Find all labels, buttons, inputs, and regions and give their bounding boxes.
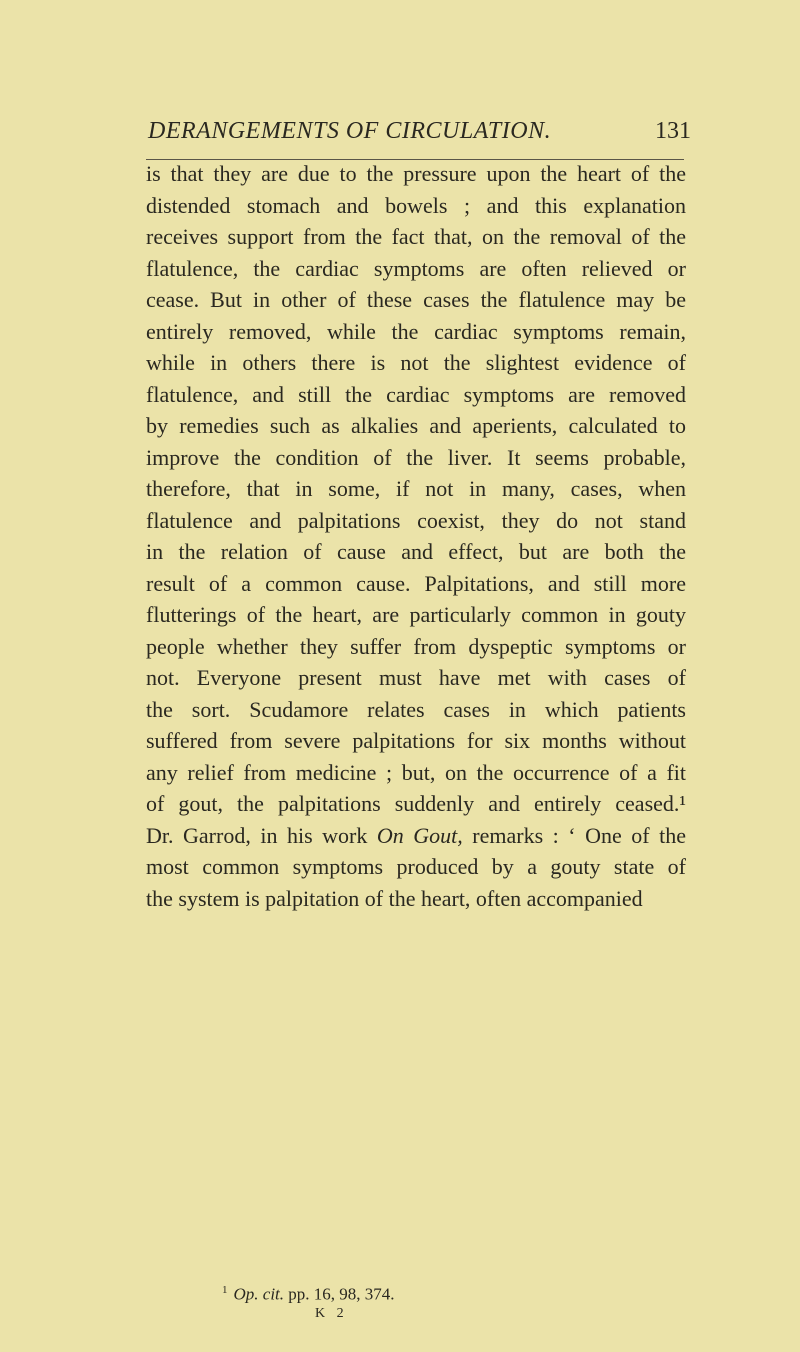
text-line: receives support from the fact that, on the removal of the xyxy=(146,224,686,249)
text-line: by remedies such as alkalies and aperients, calculated to xyxy=(146,413,686,438)
text-line: flatulence, the cardiac symptoms are often relieved or xyxy=(146,255,686,281)
page-number: 131 xyxy=(655,118,691,144)
footnote xyxy=(222,1284,395,1305)
text-line: flatulence, and still the cardiac symptoms are removed xyxy=(146,381,686,407)
text-line: distended stomach and bowels ; and this explanation xyxy=(146,192,686,218)
text-line: flutterings of the heart, are particularly common in gouty xyxy=(146,602,686,627)
text-line: any relief from medicine ; but, on the occurrence of a fit xyxy=(146,759,686,785)
text-line: the sort. Scudamore relates cases in which patients xyxy=(146,696,686,722)
text-segment: Dr. Garrod, in his work xyxy=(146,822,377,848)
text-line: improve the condition of the liver. It seems probable, xyxy=(146,444,686,470)
text-line: result of a common cause. Palpitations, and still more xyxy=(146,570,686,596)
text-line: the system is palpitation of the heart, often accompanied xyxy=(146,885,643,911)
text-line: not. Everyone present must have met with cases of xyxy=(146,665,686,690)
body-text xyxy=(146,158,686,914)
footnote-mark: 1 xyxy=(222,1284,228,1296)
text-line: cease. But in other of these cases the flatulence may be xyxy=(146,287,686,312)
text-line: while in others there is not the slightest evidence of xyxy=(146,350,686,375)
text-line: is that they are due to the pressure upon the heart of the xyxy=(146,161,686,186)
text-line: in the relation of cause and effect, but are both the xyxy=(146,539,686,564)
text-line: people whether they suffer from dyspeptic symptoms or xyxy=(146,633,686,659)
text-line xyxy=(146,820,686,852)
text-line: flatulence and palpitations coexist, they do not stand xyxy=(146,507,686,533)
text-segment: remarks : ‘ One of the xyxy=(462,822,687,848)
text-line: entirely removed, while the cardiac symptoms remain, xyxy=(146,318,686,344)
running-header xyxy=(0,118,800,148)
text-line: therefore, that in some, if not in many, cases, when xyxy=(146,476,686,501)
work-title: On Gout, xyxy=(376,822,463,848)
text-line: suffered from severe palpitations for six months without xyxy=(146,728,686,753)
signature-mark: K 2 xyxy=(315,1306,348,1321)
footnote-citation: Op. cit. xyxy=(233,1284,285,1304)
running-title: DERANGEMENTS OF CIRCULATION. xyxy=(148,118,552,144)
text-line: of gout, the palpitations suddenly and entirely ceased.¹ xyxy=(146,791,686,816)
text-line: most common symptoms produced by a gouty state of xyxy=(146,854,686,879)
footnote-text: pp. 16, 98, 374. xyxy=(284,1284,395,1304)
